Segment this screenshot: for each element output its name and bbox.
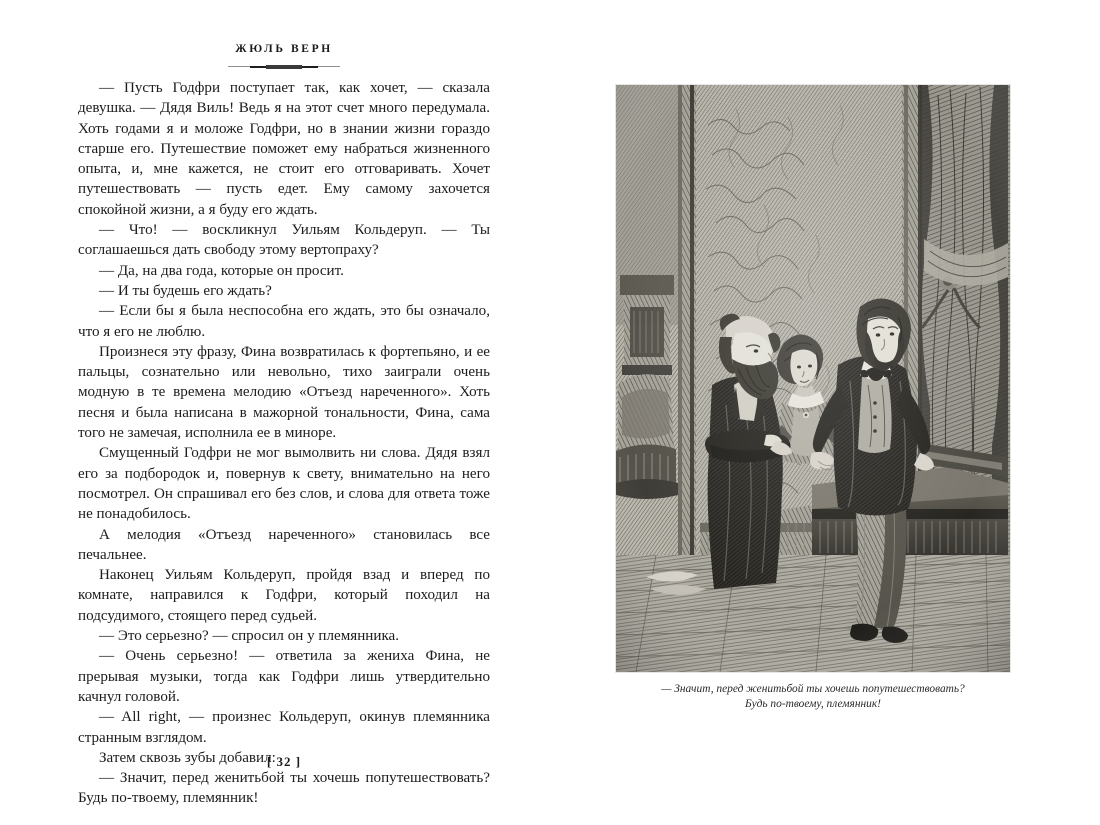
recto-page <box>550 0 1100 825</box>
caption-line-2: Будь по-твоему, племянник! <box>745 698 881 711</box>
paragraph: Смущенный Годфри не мог вымолвить ни слова. Дядя взял его за подбородок и, повернув к свету, внимательно на него посмотрел. Он спрашивал его без слов, и слова для ответа тоже не понадобилось. <box>78 445 490 523</box>
running-head <box>78 44 490 56</box>
paragraph: — Очень серьезно! — ответила за жениха Фина, не прерывая музыки, тогда как Годфри лишь утвердительно качнул головой. <box>78 648 490 705</box>
illustration-caption <box>616 682 1010 712</box>
paragraph: — Значит, перед женитьбой ты хочешь попутешествовать? Будь по-твоему, племянник! <box>78 770 490 807</box>
paragraph: — Что! — воскликнул Уильям Кольдеруп. — Ты соглашаешься дать свободу этому вертопраху? <box>78 222 490 259</box>
engraving-artwork <box>616 85 1010 672</box>
paragraph: Произнеся эту фразу, Фина возвратилась к фортепьяно, и ее пальцы, сознательно или невольно, тихо заиграли очень модную в те времена мелодию «Отъезд нареченного». Хоть песня и была написана в мажорной тональности, Фина, сама того не замечая, исполнила ее в миноре. <box>78 343 490 442</box>
paragraph: — Если бы я была неспособна его ждать, это бы означало, что я его не люблю. <box>78 303 490 340</box>
running-head-text: ЖЮЛЬ ВЕРН <box>235 43 333 55</box>
paragraph: — All right, — произнес Кольдеруп, окинув племянника странным взглядом. <box>78 709 490 746</box>
illustration-engraving <box>616 85 1010 672</box>
header-rule-ornament <box>228 64 340 69</box>
paragraph: Затем сквозь зубы добавил: <box>99 749 276 766</box>
caption-line-1: — Значит, перед женитьбой ты хочешь попутешествовать? <box>661 683 965 695</box>
paragraph: — И ты будешь его ждать? <box>99 282 272 299</box>
paragraph: Наконец Уильям Кольдеруп, пройдя взад и вперед по комнате, направился к Годфри, который походил на подсудимого, стоящего перед судьей. <box>78 567 490 624</box>
paragraph: — Это серьезно? — спросил он у племянника. <box>99 628 400 645</box>
body-text-column <box>78 78 490 809</box>
paragraph: — Да, на два года, которые он просит. <box>99 262 344 279</box>
page-number: [ 32 ] <box>266 754 302 769</box>
paragraph: А мелодия «Отъезд нареченного» становилась все печальнее. <box>78 526 490 563</box>
paragraph: — Пусть Годфри поступает так, как хочет, — сказала девушка. — Дядя Виль! Ведь я на этот счет много передумала. Хоть годами я и моложе Годфри, но в знании жизни гораздо старше его. Путешествие поможет ему набраться жизненного опыта, и, мне кажется, не стоит его отговаривать. Хочет путешествовать — пусть едет. Ему самому захочется спокойной жизни, а я буду его ждать. <box>78 80 490 218</box>
